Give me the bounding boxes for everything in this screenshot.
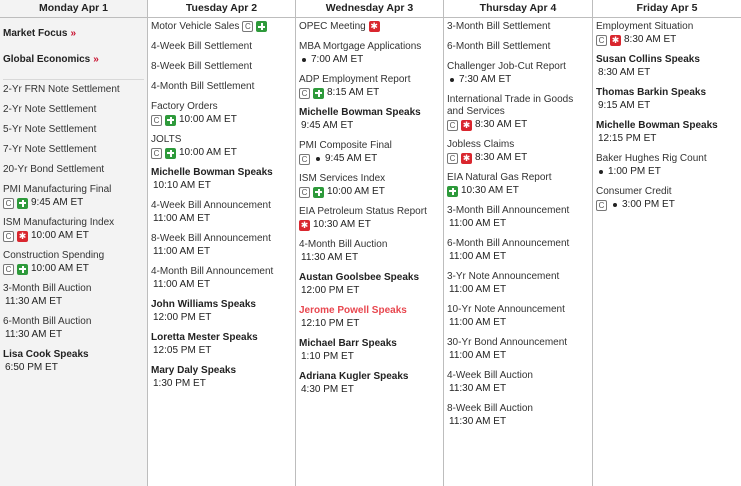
event-item[interactable] bbox=[151, 299, 292, 324]
event-item[interactable] bbox=[299, 107, 440, 132]
event-time: 10:00 AM ET bbox=[327, 186, 385, 198]
event-title[interactable]: 6-Month Bill Auction bbox=[3, 316, 92, 327]
event-time: 11:00 AM ET bbox=[449, 218, 507, 229]
event-title[interactable]: 8-Week Bill Auction bbox=[447, 403, 533, 414]
event-title[interactable]: 10-Yr Note Announcement bbox=[447, 304, 565, 315]
chevron-right-icon: » bbox=[70, 28, 77, 39]
event-time: 8:30 AM ET bbox=[475, 152, 528, 163]
event-item[interactable] bbox=[151, 167, 292, 192]
event-meta-row bbox=[299, 351, 440, 363]
star-icon: ✱ bbox=[462, 119, 471, 130]
consensus-icon[interactable]: C bbox=[3, 231, 14, 242]
event-title[interactable]: Jerome Powell Speaks bbox=[299, 305, 407, 317]
event-icons bbox=[242, 21, 270, 32]
plus-icon bbox=[313, 187, 324, 198]
event-time: 10:00 AM ET bbox=[31, 263, 89, 274]
event-meta-row bbox=[3, 197, 144, 209]
event-item[interactable] bbox=[299, 239, 440, 264]
event-meta-row bbox=[447, 119, 589, 131]
event-title[interactable]: ISM Services Index bbox=[299, 173, 386, 185]
day-header: Tuesday Apr 2 bbox=[148, 0, 295, 18]
event-time: 11:30 AM ET bbox=[5, 296, 63, 307]
consensus-icon[interactable]: C bbox=[596, 200, 607, 211]
event-meta-row bbox=[151, 345, 292, 357]
event-item[interactable] bbox=[596, 54, 738, 79]
event-time: 9:45 AM ET bbox=[31, 197, 84, 208]
day-events bbox=[0, 18, 147, 374]
event-title[interactable]: Michelle Bowman Speaks bbox=[596, 120, 718, 131]
event-title[interactable]: Motor Vehicle Sales bbox=[151, 21, 240, 33]
event-meta-row bbox=[299, 219, 440, 231]
event-item[interactable] bbox=[151, 21, 292, 33]
event-meta-row bbox=[151, 279, 292, 291]
event-meta-row bbox=[447, 317, 589, 329]
event-time: 8:30 AM ET bbox=[624, 34, 677, 45]
event-title[interactable]: International Trade in Goods and Services bbox=[447, 94, 574, 117]
event-time: 1:00 PM ET bbox=[608, 166, 661, 177]
event-time: 9:45 AM ET bbox=[325, 153, 378, 165]
event-item[interactable] bbox=[151, 41, 292, 53]
day-column-monday-apr-1 bbox=[0, 0, 148, 486]
event-meta-row bbox=[299, 153, 440, 165]
event-item[interactable] bbox=[3, 316, 144, 341]
event-time: 10:10 AM ET bbox=[153, 180, 211, 192]
consensus-icon[interactable]: C bbox=[596, 35, 607, 46]
event-meta-row bbox=[596, 199, 738, 211]
event-title[interactable]: Thomas Barkin Speaks bbox=[596, 87, 707, 98]
bullet-icon bbox=[302, 58, 306, 62]
event-time: 12:05 PM ET bbox=[153, 345, 212, 357]
event-time: 1:10 PM ET bbox=[301, 351, 354, 363]
event-title[interactable]: Factory Orders bbox=[151, 101, 218, 113]
plus-icon bbox=[313, 88, 324, 99]
event-title[interactable]: 4-Month Bill Settlement bbox=[151, 81, 255, 93]
event-item[interactable] bbox=[151, 332, 292, 357]
event-title[interactable]: Susan Collins Speaks bbox=[596, 54, 700, 65]
event-item[interactable] bbox=[447, 271, 589, 296]
event-title[interactable]: 4-Week Bill Announcement bbox=[151, 200, 271, 212]
event-item[interactable] bbox=[596, 120, 738, 145]
day-header: Monday Apr 1 bbox=[0, 0, 147, 18]
event-time: 7:30 AM ET bbox=[459, 74, 512, 85]
event-title-row bbox=[299, 21, 440, 33]
event-item[interactable] bbox=[151, 233, 292, 258]
event-meta-row bbox=[151, 147, 292, 159]
event-item[interactable] bbox=[447, 21, 589, 33]
event-meta-row bbox=[596, 133, 738, 145]
event-title[interactable]: John Williams Speaks bbox=[151, 299, 256, 311]
event-title[interactable]: 7-Yr Note Settlement bbox=[3, 144, 97, 155]
event-meta-row bbox=[151, 378, 292, 390]
event-time: 11:00 AM ET bbox=[449, 317, 507, 328]
event-item[interactable] bbox=[3, 104, 144, 116]
event-item[interactable] bbox=[3, 283, 144, 308]
event-meta-row bbox=[299, 120, 440, 132]
event-item[interactable] bbox=[3, 84, 144, 96]
event-meta-row bbox=[151, 312, 292, 324]
event-item[interactable] bbox=[299, 305, 440, 330]
event-item[interactable] bbox=[151, 81, 292, 93]
event-meta-row bbox=[3, 362, 144, 374]
event-meta-row bbox=[447, 218, 589, 230]
event-title[interactable]: JOLTS bbox=[151, 134, 182, 146]
event-time: 11:30 AM ET bbox=[301, 252, 359, 264]
event-title[interactable]: PMI Composite Final bbox=[299, 140, 392, 152]
event-item[interactable] bbox=[447, 94, 589, 131]
event-title[interactable]: 3-Month Bill Announcement bbox=[447, 205, 570, 216]
day-column-friday-apr-5 bbox=[593, 0, 741, 486]
event-item[interactable] bbox=[299, 140, 440, 165]
event-time: 6:50 PM ET bbox=[5, 362, 58, 373]
event-title[interactable]: 6-Month Bill Announcement bbox=[447, 238, 570, 249]
star-icon: ✱ bbox=[18, 230, 27, 241]
event-title[interactable]: 6-Month Bill Settlement bbox=[447, 41, 551, 52]
chevron-right-icon: » bbox=[93, 54, 99, 65]
event-item[interactable] bbox=[151, 61, 292, 73]
event-meta-row bbox=[596, 100, 738, 112]
event-time: 4:30 PM ET bbox=[301, 384, 354, 396]
event-item[interactable] bbox=[447, 238, 589, 263]
event-meta-row bbox=[447, 350, 589, 362]
event-title[interactable]: 8-Week Bill Settlement bbox=[151, 61, 252, 73]
event-title[interactable]: 5-Yr Note Settlement bbox=[3, 124, 97, 135]
event-meta-row bbox=[151, 180, 292, 192]
plus-icon bbox=[165, 115, 176, 126]
event-meta-row bbox=[447, 251, 589, 263]
focus-links bbox=[3, 21, 144, 80]
event-title[interactable]: 3-Month Bill Settlement bbox=[447, 21, 551, 32]
event-title[interactable]: 2-Yr FRN Note Settlement bbox=[3, 84, 120, 95]
consensus-icon[interactable]: C bbox=[3, 198, 14, 209]
event-item[interactable] bbox=[299, 74, 440, 99]
link-global-economics[interactable] bbox=[3, 47, 144, 73]
event-time: 8:30 AM ET bbox=[475, 119, 528, 130]
star-icon: ✱ bbox=[370, 21, 378, 31]
consensus-icon[interactable]: C bbox=[299, 187, 310, 198]
day-header: Friday Apr 5 bbox=[593, 0, 741, 18]
consensus-icon[interactable]: C bbox=[447, 120, 458, 131]
plus-icon bbox=[447, 186, 458, 197]
event-time: 11:30 AM ET bbox=[449, 383, 507, 394]
day-events bbox=[296, 18, 443, 396]
event-item[interactable] bbox=[299, 371, 440, 396]
event-item[interactable] bbox=[3, 124, 144, 136]
event-meta-row bbox=[299, 384, 440, 396]
event-time: 10:00 AM ET bbox=[31, 230, 89, 241]
consensus-icon[interactable]: C bbox=[299, 154, 310, 165]
event-meta-row bbox=[299, 87, 440, 99]
event-meta-row bbox=[447, 284, 589, 296]
event-title[interactable]: Jobless Claims bbox=[447, 139, 515, 150]
event-title[interactable]: EIA Natural Gas Report bbox=[447, 172, 552, 183]
event-title[interactable]: 8-Week Bill Announcement bbox=[151, 233, 271, 245]
event-item[interactable] bbox=[151, 365, 292, 390]
plus-icon bbox=[165, 148, 176, 159]
event-title[interactable]: 4-Week Bill Settlement bbox=[151, 41, 252, 53]
event-title[interactable]: 3-Yr Note Announcement bbox=[447, 271, 560, 282]
event-item[interactable] bbox=[447, 172, 589, 197]
event-title[interactable]: PMI Manufacturing Final bbox=[3, 184, 112, 195]
bullet-icon bbox=[450, 78, 454, 82]
event-time: 11:30 AM ET bbox=[5, 329, 63, 340]
event-meta-row bbox=[447, 383, 589, 395]
event-title[interactable]: Construction Spending bbox=[3, 250, 105, 261]
star-icon: ✱ bbox=[611, 34, 620, 45]
event-title[interactable]: 4-Week Bill Auction bbox=[447, 370, 533, 381]
event-item[interactable] bbox=[596, 21, 738, 46]
event-title[interactable]: OPEC Meeting bbox=[299, 21, 366, 33]
event-time: 8:30 AM ET bbox=[598, 67, 651, 78]
star-icon: ✱ bbox=[300, 219, 309, 230]
event-time: 12:00 PM ET bbox=[153, 312, 212, 324]
event-title[interactable]: 4-Month Bill Auction bbox=[299, 239, 388, 251]
day-column-thursday-apr-4 bbox=[444, 0, 593, 486]
consensus-icon[interactable]: C bbox=[299, 88, 310, 99]
day-column-tuesday-apr-2 bbox=[148, 0, 296, 486]
event-meta-row bbox=[299, 318, 440, 330]
event-meta-row bbox=[3, 296, 144, 308]
event-title[interactable]: Adriana Kugler Speaks bbox=[299, 371, 409, 383]
bullet-icon bbox=[316, 157, 320, 161]
event-meta-row bbox=[447, 74, 589, 86]
event-time: 11:00 AM ET bbox=[153, 279, 211, 291]
event-item[interactable] bbox=[151, 266, 292, 291]
event-title[interactable]: 3-Month Bill Auction bbox=[3, 283, 92, 294]
event-meta-row bbox=[447, 152, 589, 164]
event-time: 9:45 AM ET bbox=[301, 120, 354, 132]
bullet-icon bbox=[599, 170, 603, 174]
event-item[interactable] bbox=[151, 134, 292, 159]
event-item[interactable] bbox=[151, 101, 292, 126]
bullet-icon bbox=[613, 203, 617, 207]
event-time: 10:00 AM ET bbox=[179, 147, 237, 159]
event-item[interactable] bbox=[299, 173, 440, 198]
event-item[interactable] bbox=[447, 403, 589, 428]
day-events bbox=[593, 18, 741, 211]
event-item[interactable] bbox=[596, 87, 738, 112]
plus-icon bbox=[256, 21, 267, 32]
consensus-icon[interactable]: C bbox=[3, 264, 14, 275]
event-item[interactable] bbox=[299, 272, 440, 297]
event-title[interactable]: Michelle Bowman Speaks bbox=[151, 167, 273, 179]
event-title-row bbox=[151, 21, 292, 33]
consensus-icon[interactable]: C bbox=[151, 148, 162, 159]
event-meta-row bbox=[3, 329, 144, 341]
event-item[interactable] bbox=[447, 304, 589, 329]
event-item[interactable] bbox=[3, 184, 144, 209]
event-item[interactable] bbox=[447, 139, 589, 164]
event-item[interactable] bbox=[299, 338, 440, 363]
event-meta-row bbox=[151, 246, 292, 258]
event-title[interactable]: 30-Yr Bond Announcement bbox=[447, 337, 568, 348]
event-time: 11:00 AM ET bbox=[449, 284, 507, 295]
event-time: 11:00 AM ET bbox=[153, 246, 211, 258]
event-title[interactable]: Austan Goolsbee Speaks bbox=[299, 272, 420, 284]
event-item[interactable] bbox=[447, 337, 589, 362]
event-title[interactable]: 2-Yr Note Settlement bbox=[3, 104, 97, 115]
event-title[interactable]: ISM Manufacturing Index bbox=[3, 217, 115, 228]
event-time: 9:15 AM ET bbox=[598, 100, 651, 111]
event-title[interactable]: Mary Daly Speaks bbox=[151, 365, 237, 377]
consensus-icon[interactable]: C bbox=[151, 115, 162, 126]
link-label: Market Focus bbox=[3, 28, 68, 39]
day-header: Thursday Apr 4 bbox=[444, 0, 592, 18]
event-time: 12:10 PM ET bbox=[301, 318, 360, 330]
link-market-focus[interactable] bbox=[3, 21, 144, 47]
event-time: 11:00 AM ET bbox=[153, 213, 211, 225]
event-meta-row bbox=[299, 285, 440, 297]
event-icons bbox=[369, 21, 383, 32]
event-item[interactable] bbox=[299, 41, 440, 66]
event-time: 1:30 PM ET bbox=[153, 378, 206, 390]
event-meta-row bbox=[3, 263, 144, 275]
event-title[interactable]: Employment Situation bbox=[596, 21, 694, 32]
event-meta-row bbox=[596, 67, 738, 79]
event-time: 11:00 AM ET bbox=[449, 350, 507, 361]
plus-icon bbox=[17, 264, 28, 275]
event-title[interactable]: MBA Mortgage Applications bbox=[299, 41, 422, 53]
event-meta-row bbox=[596, 34, 738, 46]
event-meta-row bbox=[447, 185, 589, 197]
event-item[interactable] bbox=[447, 205, 589, 230]
event-meta-row bbox=[596, 166, 738, 178]
event-title[interactable]: ADP Employment Report bbox=[299, 74, 411, 86]
day-header: Wednesday Apr 3 bbox=[296, 0, 443, 18]
event-item[interactable] bbox=[3, 250, 144, 275]
event-title[interactable]: Loretta Mester Speaks bbox=[151, 332, 258, 344]
event-item[interactable] bbox=[299, 21, 440, 33]
consensus-icon[interactable]: C bbox=[242, 21, 253, 32]
consensus-icon[interactable]: C bbox=[447, 153, 458, 164]
event-title[interactable]: 4-Month Bill Announcement bbox=[151, 266, 274, 278]
event-title[interactable]: Lisa Cook Speaks bbox=[3, 349, 89, 360]
event-title[interactable]: Challenger Job-Cut Report bbox=[447, 61, 566, 72]
event-time: 11:00 AM ET bbox=[449, 251, 507, 262]
event-time: 12:15 PM ET bbox=[598, 133, 657, 144]
event-time: 3:00 PM ET bbox=[622, 199, 675, 210]
event-meta-row bbox=[3, 230, 144, 242]
event-meta-row bbox=[151, 114, 292, 126]
event-title[interactable]: EIA Petroleum Status Report bbox=[299, 206, 427, 218]
event-item[interactable] bbox=[151, 200, 292, 225]
event-time: 7:00 AM ET bbox=[311, 54, 364, 66]
day-events bbox=[444, 18, 592, 428]
event-item[interactable] bbox=[3, 164, 144, 176]
event-title[interactable]: Michelle Bowman Speaks bbox=[299, 107, 421, 119]
event-time: 10:30 AM ET bbox=[313, 219, 371, 231]
event-meta-row bbox=[299, 252, 440, 264]
event-item[interactable] bbox=[447, 41, 589, 53]
day-column-wednesday-apr-3 bbox=[296, 0, 444, 486]
event-time: 10:30 AM ET bbox=[461, 185, 519, 196]
event-time: 8:15 AM ET bbox=[327, 87, 380, 99]
event-meta-row bbox=[299, 186, 440, 198]
day-events bbox=[148, 18, 295, 390]
event-item[interactable] bbox=[447, 370, 589, 395]
event-item[interactable] bbox=[3, 144, 144, 156]
link-label: Global Economics bbox=[3, 54, 91, 65]
event-item[interactable] bbox=[596, 186, 738, 211]
event-item[interactable] bbox=[596, 153, 738, 178]
event-meta-row bbox=[299, 54, 440, 66]
event-item[interactable] bbox=[3, 217, 144, 242]
plus-icon bbox=[17, 198, 28, 209]
event-title[interactable]: Baker Hughes Rig Count bbox=[596, 153, 707, 164]
event-meta-row bbox=[447, 416, 589, 428]
event-time: 10:00 AM ET bbox=[179, 114, 237, 126]
event-title[interactable]: Michael Barr Speaks bbox=[299, 338, 397, 350]
event-item[interactable] bbox=[3, 349, 144, 374]
event-time: 11:30 AM ET bbox=[449, 416, 507, 427]
event-item[interactable] bbox=[299, 206, 440, 231]
event-item[interactable] bbox=[447, 61, 589, 86]
event-meta-row bbox=[151, 213, 292, 225]
event-title[interactable]: 20-Yr Bond Settlement bbox=[3, 164, 105, 175]
event-title[interactable]: Consumer Credit bbox=[596, 186, 672, 197]
star-icon: ✱ bbox=[462, 152, 471, 163]
event-time: 12:00 PM ET bbox=[301, 285, 360, 297]
